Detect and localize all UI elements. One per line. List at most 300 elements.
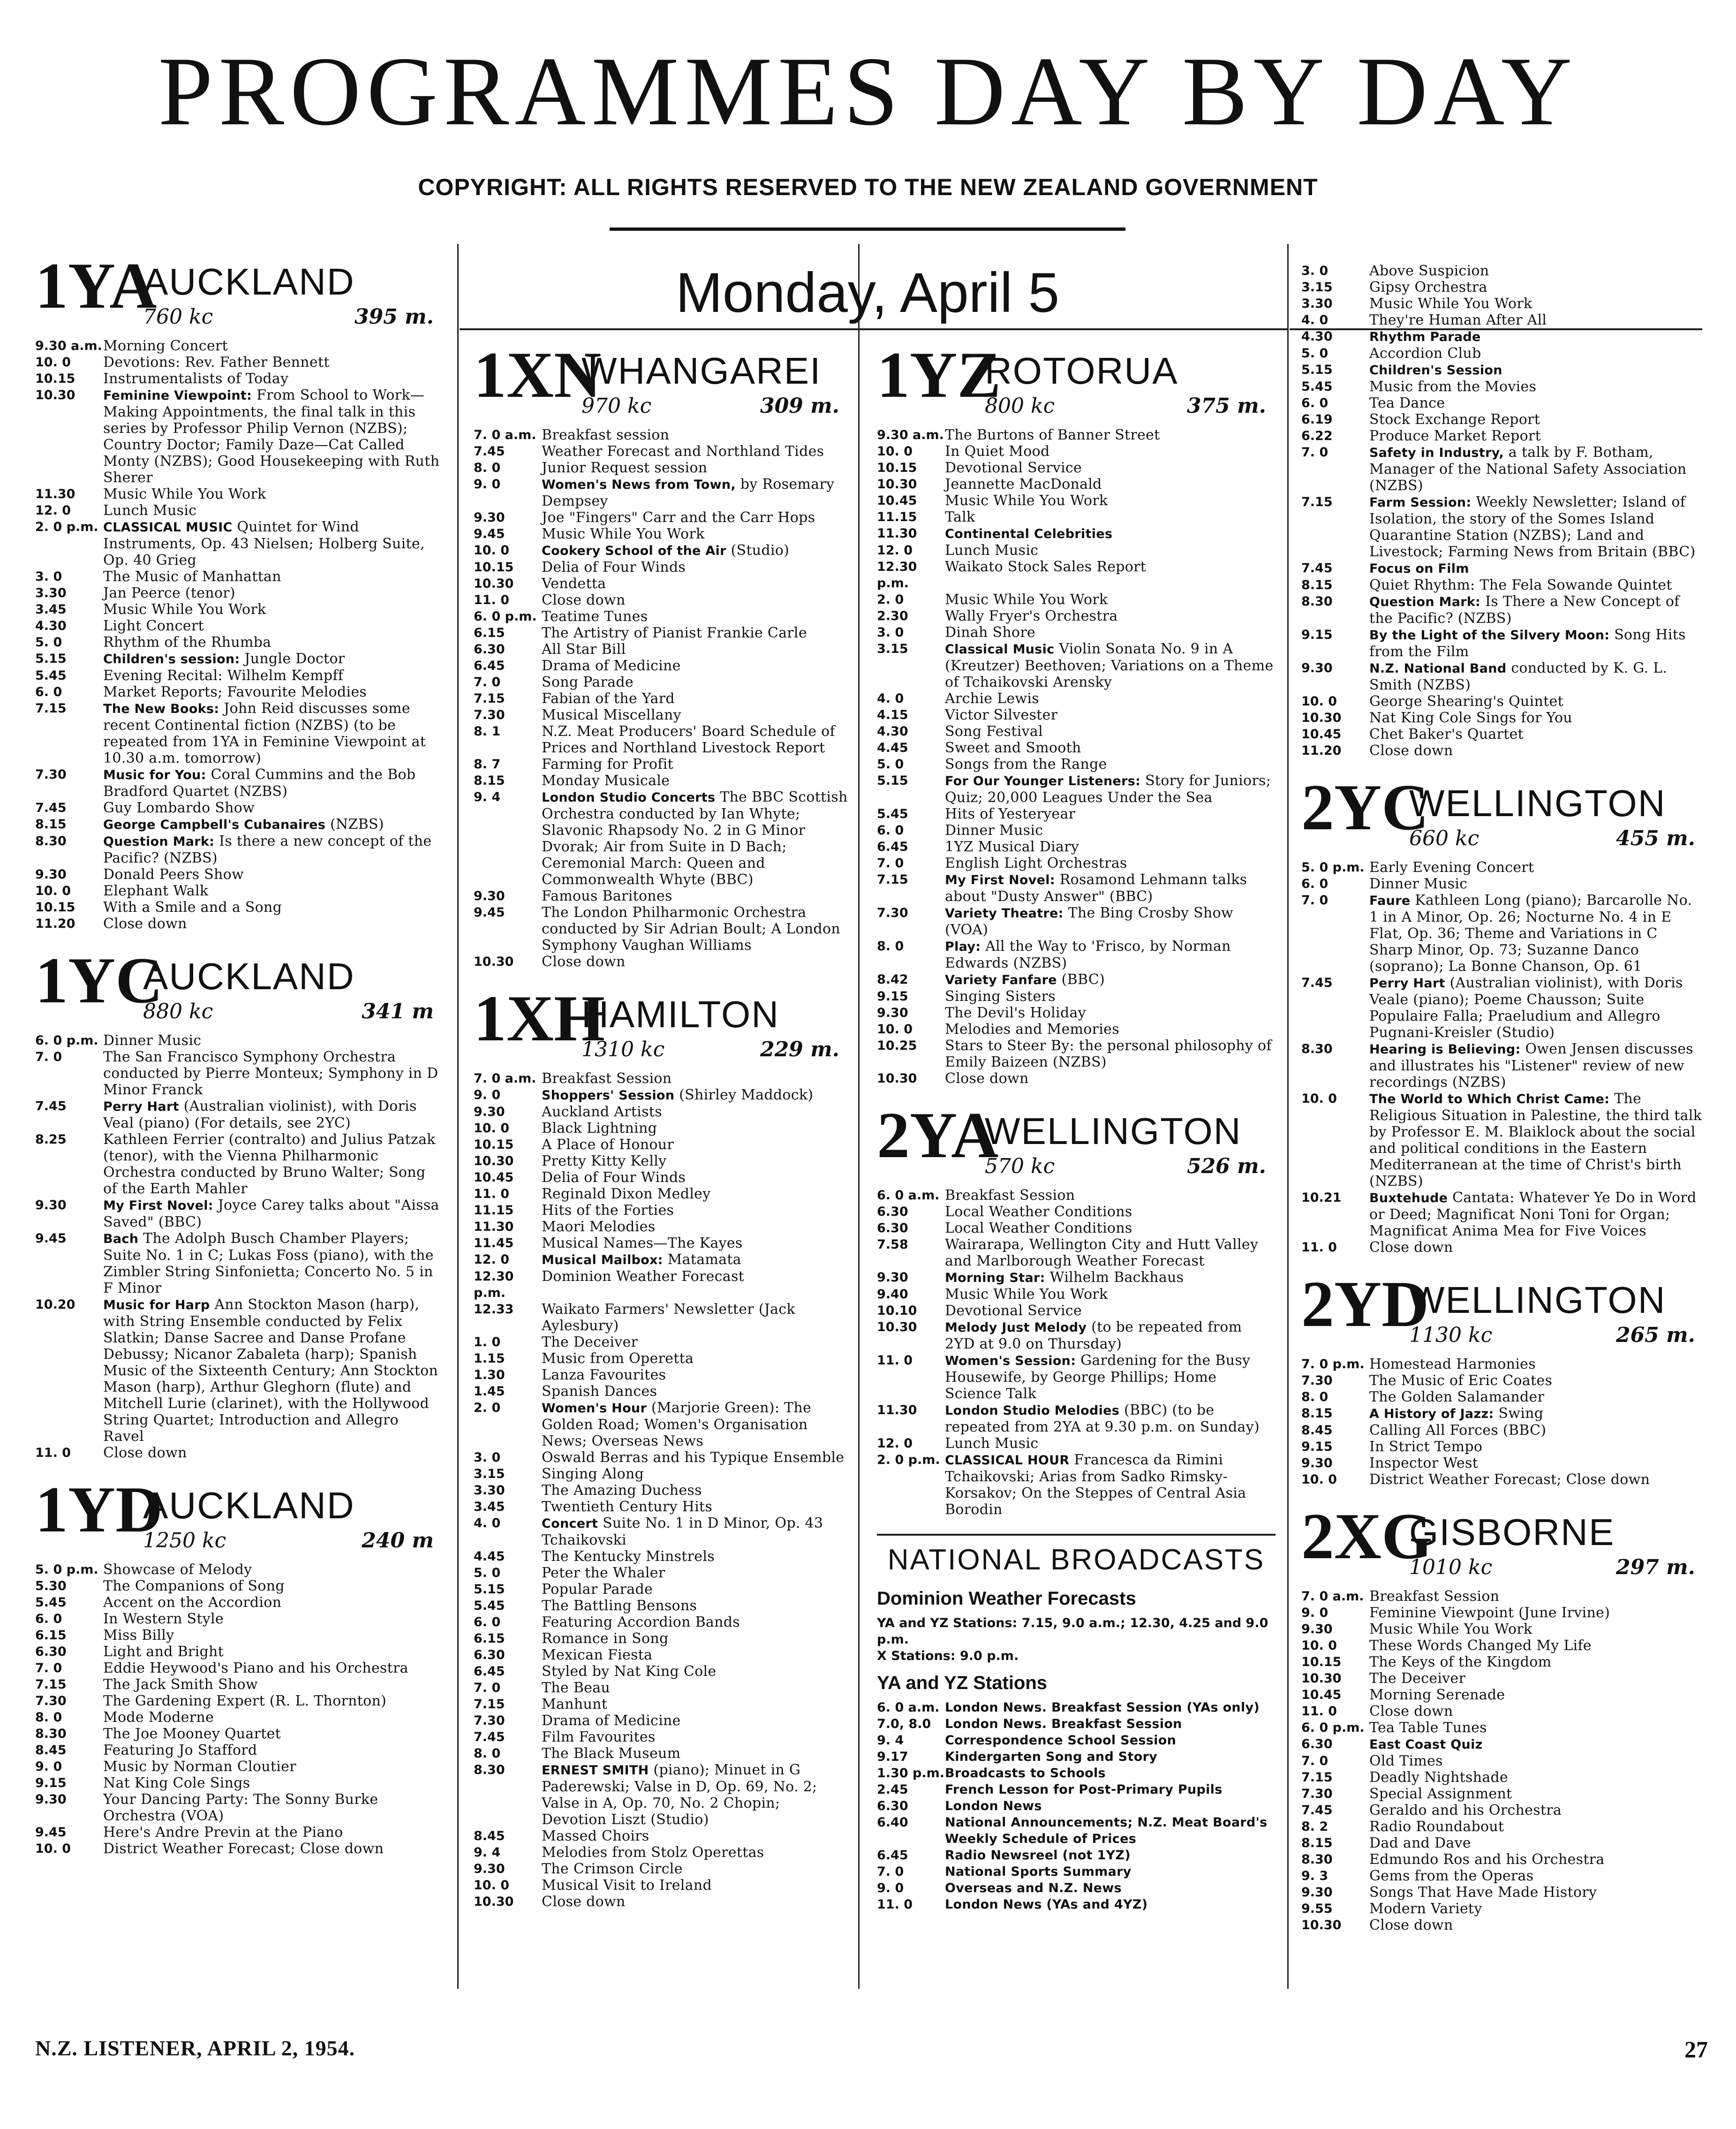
programme-text: Joyce Carey talks about "Aissa Saved" (BBC) — [103, 1197, 439, 1230]
programme-text: Music While You Work — [103, 486, 266, 502]
programme-row — [877, 1070, 1276, 1087]
programme-text: The San Francisco Symphony Orchestra conducted by Pierre Monteux; Symphony in D Minor Franck — [103, 1049, 438, 1098]
programme-text: Guy Lombardo Show — [103, 800, 255, 816]
programme-time: 4.15 — [877, 708, 908, 722]
programme-time: 6. 0 — [1301, 396, 1328, 410]
programme-desc — [542, 723, 849, 756]
programme-text: Songs That Have Made History — [1369, 1884, 1597, 1901]
programme-time: 12. 0 — [877, 1436, 913, 1451]
programme-desc — [945, 1319, 1276, 1352]
programme-row — [1301, 1190, 1705, 1239]
programme-time: 7.58 — [877, 1237, 908, 1252]
programme-time: 7.15 — [474, 691, 505, 706]
programme-row — [1301, 726, 1705, 742]
programme-time: 5. 0 p.m. — [35, 1562, 98, 1577]
programme-time: 9.55 — [1301, 1902, 1333, 1916]
programme-desc — [945, 1286, 1276, 1303]
programme-text: Coral Cummins and the Bob Bradford Quartet (NZBS) — [103, 766, 416, 800]
programme-time: 8.42 — [877, 972, 908, 987]
programme-time: 5.15 — [474, 1582, 505, 1597]
station-header — [35, 1473, 443, 1561]
programme-time: 6.19 — [1301, 412, 1333, 427]
programme-time: 10.30 — [1301, 1918, 1342, 1932]
programme-text: District Weather Forecast; Close down — [103, 1841, 384, 1857]
programme-desc — [1369, 1851, 1705, 1868]
programme-desc — [542, 443, 849, 460]
programme-row — [877, 1187, 1276, 1204]
programme-row — [1301, 1041, 1705, 1091]
programme-text: Romance in Song — [542, 1630, 669, 1647]
programme-text: Sweet and Smooth — [945, 740, 1081, 756]
programme-desc — [542, 509, 849, 526]
programme-time: 7.45 — [1301, 1803, 1333, 1818]
programme-text: N.Z. Meat Producers' Board Schedule of Prices and Northland Livestock Report — [542, 723, 835, 756]
programme-row — [1301, 1917, 1705, 1933]
programme-row — [474, 1251, 849, 1268]
programme-row — [35, 1660, 443, 1676]
programme-time: 9. 0 — [474, 1088, 501, 1102]
programme-text: Dinner Music — [103, 1032, 202, 1049]
programme-row — [35, 700, 443, 766]
programme-text: These Words Changed My Life — [1369, 1637, 1592, 1654]
programme-text: The Jack Smith Show — [103, 1676, 258, 1693]
programme-text: Evening Recital: Wilhelm Kempff — [103, 667, 344, 684]
programme-text: The Devil's Holiday — [945, 1005, 1086, 1021]
programme-desc — [1369, 1389, 1705, 1405]
programme-row — [1301, 892, 1705, 975]
programme-row — [1301, 428, 1705, 444]
programme-text: Archie Lewis — [945, 690, 1039, 707]
programme-desc — [1369, 1786, 1705, 1802]
programme-time: 8.15 — [474, 773, 505, 788]
programme-text: Devotional Service — [945, 1303, 1082, 1319]
programme-time: 11.15 — [877, 510, 917, 524]
programme-row — [1301, 411, 1705, 428]
programme-row — [474, 773, 849, 789]
programme-text: The Black Museum — [542, 1745, 681, 1762]
programme-text: Dinner Music — [945, 822, 1043, 839]
programme-desc — [103, 1742, 443, 1758]
programme-text: Music While You Work — [1369, 1621, 1532, 1637]
programme-text: Music by Norman Cloutier — [103, 1758, 296, 1775]
programme-time: 5.15 — [1301, 363, 1333, 377]
programme-row — [35, 338, 443, 354]
programme-text: Pretty Kitty Kelly — [542, 1153, 667, 1169]
programme-text: National Announcements; N.Z. Meat Board's Weekly Schedule of Prices — [945, 1815, 1268, 1846]
programme-highlight: George Campbell's Cubanaires — [103, 818, 326, 832]
programme-desc — [542, 1598, 849, 1614]
programme-highlight: CLASSICAL MUSIC — [103, 520, 233, 535]
programme-desc — [945, 509, 1276, 525]
programme-time: 1.15 — [474, 1351, 505, 1366]
programme-time: 11.20 — [1301, 743, 1342, 758]
programme-desc — [103, 1824, 443, 1841]
programme-time: 5. 0 p.m. — [1301, 860, 1365, 875]
programme-text: Breakfast Session — [945, 1187, 1075, 1204]
programme-text: Breakfast Session — [542, 1070, 672, 1087]
programme-text: London News (YAs and 4YZ) — [945, 1897, 1148, 1912]
programme-text: Junior Request session — [542, 460, 708, 476]
programme-desc — [542, 690, 849, 707]
day-heading: Monday, April 5 — [675, 261, 1060, 324]
programme-row — [35, 667, 443, 684]
programme-row — [877, 591, 1276, 608]
programme-text: A Place of Honour — [542, 1136, 674, 1153]
programme-row — [877, 1021, 1276, 1038]
dominion-line: X Stations: 9.0 p.m. — [877, 1649, 1019, 1663]
programme-text: Morning Concert — [103, 338, 228, 354]
programme-row — [35, 1594, 443, 1611]
programme-row — [474, 1647, 849, 1663]
programme-row — [35, 766, 443, 800]
programme-row — [1301, 1621, 1705, 1637]
programme-row — [35, 1676, 443, 1693]
programme-text: Maori Melodies — [542, 1219, 656, 1235]
programme-row — [474, 1235, 849, 1251]
programme-time: 8.45 — [35, 1743, 67, 1758]
programme-row — [474, 1186, 849, 1202]
programme-row — [1301, 395, 1705, 411]
programme-time: 9. 0 — [877, 1881, 904, 1895]
programme-row — [35, 387, 443, 486]
programme-text: Singing Along — [542, 1466, 644, 1482]
programme-time: 9.30 — [35, 867, 67, 882]
programme-text: Accordion Club — [1369, 345, 1481, 362]
programme-text: Manhunt — [542, 1696, 608, 1712]
programme-time: 8.15 — [1301, 1406, 1333, 1421]
programme-time: 7.15 — [877, 872, 908, 887]
programme-row — [474, 1367, 849, 1383]
programme-text: (BBC) (to be repeated from 2YA at 9.30 p.m. on Sunday) — [945, 1402, 1260, 1435]
programme-time: 10.45 — [1301, 727, 1342, 742]
programme-text: The Golden Salamander — [1369, 1389, 1545, 1405]
programme-text: Musical Names—The Kayes — [542, 1235, 743, 1251]
programme-time: 1.45 — [474, 1384, 505, 1399]
programme-desc — [945, 1005, 1276, 1021]
programme-desc — [542, 1070, 849, 1087]
column-4 — [1301, 263, 1705, 1949]
programme-time: 9.15 — [877, 989, 908, 1004]
programme-text: Lanza Favourites — [542, 1367, 666, 1383]
programme-desc — [103, 502, 443, 519]
programme-text: Inspector West — [1369, 1455, 1479, 1471]
programme-time: 7. 0 — [35, 1050, 62, 1064]
programme-desc — [542, 1680, 849, 1696]
programme-time: 10. 0 — [35, 1841, 71, 1856]
programme-time: 10.30 — [1301, 1671, 1342, 1686]
programme-time: 5.15 — [877, 773, 908, 788]
programme-desc — [542, 608, 849, 625]
programme-row — [35, 833, 443, 866]
programme-desc — [1369, 1356, 1705, 1372]
programme-desc — [542, 1630, 849, 1647]
programme-text: The Bing Crosby Show (VOA) — [945, 905, 1233, 938]
programme-desc — [945, 905, 1276, 938]
programme-highlight: Focus on Film — [1369, 561, 1469, 576]
programme-row — [35, 486, 443, 502]
continued-listing — [1301, 263, 1705, 759]
programme-row — [474, 559, 849, 576]
programme-text: Close down — [945, 1070, 1029, 1087]
programme-row — [877, 641, 1276, 690]
copyright-line: COPYRIGHT: ALL RIGHTS RESERVED TO THE NEW ZEALAND GOVERNMENT — [418, 174, 1318, 200]
programme-desc — [542, 559, 849, 576]
programme-desc — [103, 371, 443, 387]
programme-row — [1301, 1637, 1705, 1654]
programme-time: 10.30 — [877, 1071, 917, 1086]
programme-text: Music While You Work — [945, 1286, 1108, 1303]
station-header — [1301, 771, 1705, 859]
programme-text: Above Suspicion — [1369, 263, 1489, 279]
programme-row — [1301, 1471, 1705, 1488]
programme-row — [1301, 710, 1705, 726]
programme-highlight: Buxtehude — [1369, 1191, 1448, 1205]
programme-text: French Lesson for Post-Primary Pupils — [945, 1782, 1223, 1797]
programme-row — [474, 1202, 849, 1219]
programme-desc — [945, 1402, 1276, 1435]
programme-row — [474, 1630, 849, 1647]
programme-time: 8.30 — [1301, 594, 1333, 609]
programme-text: Close down — [1369, 742, 1453, 759]
programme-text: Dad and Dave — [1369, 1835, 1471, 1851]
programme-desc — [1369, 726, 1705, 742]
yayz-title: YA and YZ Stations — [877, 1673, 1048, 1693]
programme-highlight: Feminine Viewpoint: — [103, 388, 252, 403]
programme-text: Waikato Farmers' Newsletter (Jack Aylesbury) — [542, 1301, 795, 1334]
programme-row — [35, 1445, 443, 1461]
programme-desc — [542, 576, 849, 592]
programme-highlight: Rhythm Parade — [1369, 330, 1481, 344]
programme-row — [474, 576, 849, 592]
programme-row — [474, 789, 849, 888]
programme-row — [1301, 494, 1705, 560]
programme-row — [35, 1627, 443, 1644]
programme-text: Oswald Berras and his Typique Ensemble — [542, 1449, 845, 1466]
programme-text: Close down — [103, 1445, 187, 1461]
programme-row — [877, 1749, 1276, 1765]
programme-time: 9.30 — [1301, 1456, 1333, 1470]
programme-text: Film Favourites — [542, 1729, 656, 1745]
programme-time: 10.15 — [35, 900, 75, 915]
programme-row — [877, 905, 1276, 938]
programme-row — [877, 624, 1276, 641]
programme-time: 2. 0 — [474, 1401, 501, 1415]
programme-desc — [542, 1647, 849, 1663]
programme-time: 9.45 — [474, 905, 505, 920]
programme-desc — [542, 460, 849, 476]
programme-row — [877, 1220, 1276, 1236]
programme-text: In Western Style — [103, 1611, 224, 1627]
programme-row — [474, 1087, 849, 1104]
programme-row — [474, 1745, 849, 1762]
programme-row — [474, 526, 849, 542]
programme-desc — [103, 585, 443, 601]
programme-time: 11. 0 — [474, 593, 510, 607]
programme-desc — [1369, 892, 1705, 975]
programme-text: Modern Variety — [1369, 1901, 1482, 1917]
programme-row — [474, 1877, 849, 1894]
programme-time: 9.30 — [877, 1270, 908, 1285]
programme-desc — [1369, 1670, 1705, 1687]
programme-desc — [945, 1303, 1276, 1319]
programme-desc — [1369, 577, 1705, 593]
programme-text: Old Times — [1369, 1753, 1443, 1769]
programme-row — [474, 1482, 849, 1499]
programme-row — [474, 1828, 849, 1844]
programme-desc — [103, 899, 443, 916]
programme-time: 10. 0 — [1301, 1472, 1337, 1487]
programme-desc — [103, 684, 443, 700]
programme-time: 7.45 — [35, 1099, 67, 1114]
programme-row — [474, 1136, 849, 1153]
programme-desc — [103, 1561, 443, 1578]
programme-highlight: Variety Theatre: — [945, 906, 1064, 921]
programme-time: 6.15 — [474, 626, 505, 640]
programme-time: 11.30 — [877, 526, 917, 541]
programme-text: Weekly Newsletter; Island of Isolation, the story of the Somes Island Quarantine Station (NZBS); Land and Livestock; Farming News from Britain (BBC) — [1369, 494, 1696, 560]
programme-row — [35, 1197, 443, 1230]
programme-desc — [542, 1729, 849, 1745]
programme-time: 12. 0 — [35, 503, 71, 518]
programme-row — [474, 1861, 849, 1877]
programme-text: Matamata — [667, 1251, 741, 1268]
programme-time: 9.30 — [35, 1792, 67, 1807]
programme-text: Mexican Fiesta — [542, 1647, 653, 1663]
programme-time: 6. 0 — [35, 1612, 62, 1626]
programme-time: 5.45 — [877, 807, 908, 821]
programme-time: 10.30 — [35, 388, 75, 402]
programme-desc — [945, 690, 1276, 707]
programme-time: 11. 0 — [1301, 1240, 1337, 1255]
programme-desc — [945, 492, 1276, 509]
programme-text: (piano); Minuet in G Paderewski; Valse in D, Op. 69, No. 2; Valse in A, Op. 70, No. 2 Chopin; Devotion Liszt (Studio) — [542, 1762, 817, 1828]
programme-desc — [542, 1745, 849, 1762]
programme-text: Mode Moderne — [103, 1709, 214, 1726]
programme-desc — [1369, 494, 1705, 560]
programme-time: 7.15 — [1301, 495, 1333, 509]
programme-row — [877, 427, 1276, 443]
programme-desc — [1369, 1588, 1705, 1605]
programme-highlight: Children's Session — [1369, 363, 1502, 378]
programme-row — [877, 971, 1276, 988]
programme-desc — [103, 486, 443, 502]
programme-desc — [1369, 660, 1705, 693]
programme-desc — [542, 1614, 849, 1630]
programme-row — [474, 658, 849, 674]
programme-row — [1301, 742, 1705, 759]
programme-row — [877, 707, 1276, 723]
programme-time: 11. 0 — [877, 1897, 913, 1912]
programme-text: Ann Stockton Mason (harp), with String Ensemble conducted by Felix Slatkin; Danse Sacree and Danse Profane Debussy; Nicanor Zabaleta (harp); Spanish Music of the Sixteenth Century; Ann Stockton Mason (harp), Arthur Gleghorn (flute) and Mitchell Lurie (clarinet), with the Hollywood String Quartet; Introduction and Allegro Ravel — [103, 1296, 438, 1445]
programme-row — [35, 1709, 443, 1726]
programme-highlight: Women's Hour — [542, 1401, 647, 1416]
programme-time: 8.30 — [1301, 1852, 1333, 1867]
programme-row — [474, 443, 849, 460]
programme-row — [877, 1814, 1276, 1847]
programme-desc — [945, 1452, 1276, 1518]
programme-time: 2.30 — [877, 609, 908, 623]
programme-highlight: Shoppers' Session — [542, 1088, 675, 1103]
programme-row — [1301, 1835, 1705, 1851]
programme-desc — [1369, 876, 1705, 892]
national-title: NATIONAL BROADCASTS — [887, 1544, 1265, 1576]
programme-desc — [103, 883, 443, 899]
programme-time: 10.21 — [1301, 1190, 1342, 1205]
programme-row — [1301, 444, 1705, 494]
programme-row — [877, 938, 1276, 971]
programme-time: 8. 2 — [1301, 1819, 1328, 1834]
station-call-sign: 2YC — [1301, 771, 1429, 844]
programme-desc — [945, 1814, 1276, 1847]
programme-row — [474, 1104, 849, 1120]
programme-text: Early Evening Concert — [1369, 859, 1534, 876]
programme-text: All Star Bill — [542, 641, 626, 658]
programme-row — [35, 1098, 443, 1131]
programme-highlight: Faure — [1369, 894, 1411, 908]
programme-row — [474, 592, 849, 608]
programme-time: 9.17 — [877, 1750, 908, 1764]
programme-highlight: Melody Just Melody — [945, 1320, 1087, 1335]
programme-highlight: Music for Harp — [103, 1298, 210, 1312]
programme-row — [877, 740, 1276, 756]
programme-row — [474, 1350, 849, 1367]
programme-time: 6. 0 — [35, 685, 62, 699]
programme-text: Farming for Profit — [542, 756, 673, 773]
programme-text: Close down — [1369, 1239, 1453, 1256]
programme-time: 11.30 — [35, 487, 75, 501]
programme-time: 11. 0 — [474, 1187, 510, 1201]
programme-row — [474, 904, 849, 954]
programme-time: 8. 1 — [474, 724, 501, 739]
programme-time: 11.20 — [35, 917, 75, 931]
programme-desc — [945, 740, 1276, 756]
programme-time: 6.30 — [1301, 1737, 1333, 1751]
programme-time: 7. 0 — [877, 1864, 904, 1879]
programme-highlight: Perry Hart — [103, 1099, 179, 1114]
programme-time: 4.30 — [35, 619, 67, 633]
programme-text: Music While You Work — [542, 526, 705, 542]
programme-time: 7.0, 8.0 — [877, 1717, 931, 1731]
programme-desc — [103, 833, 443, 866]
programme-time: 6.30 — [35, 1644, 67, 1659]
programme-row — [35, 585, 443, 601]
programme-time: 3.30 — [35, 586, 67, 600]
programme-desc — [1369, 1769, 1705, 1786]
programme-desc — [945, 1896, 1276, 1913]
programme-row — [35, 1775, 443, 1791]
programme-desc — [1369, 1621, 1705, 1637]
programme-highlight: A History of Jazz: — [1369, 1407, 1494, 1421]
programme-row — [1301, 560, 1705, 577]
station-wavelength: 309 m. — [760, 394, 839, 418]
programme-row — [1301, 1818, 1705, 1835]
programme-text: Accent on the Accordion — [103, 1594, 282, 1611]
programme-time: 8.45 — [474, 1829, 505, 1843]
programme-text: Musical Visit to Ireland — [542, 1877, 712, 1894]
programme-row — [1301, 876, 1705, 892]
programme-row — [877, 492, 1276, 509]
programme-text: Geraldo and his Orchestra — [1369, 1802, 1562, 1818]
programme-desc — [1369, 593, 1705, 627]
programme-row — [474, 707, 849, 723]
programme-highlight: Question Mark: — [1369, 595, 1481, 609]
programme-desc — [542, 1235, 849, 1251]
programme-desc — [945, 1699, 1276, 1716]
column-2 — [474, 339, 849, 1926]
programme-desc — [542, 1251, 849, 1268]
programme-time: 11.45 — [474, 1236, 514, 1250]
programme-desc — [103, 1296, 443, 1445]
